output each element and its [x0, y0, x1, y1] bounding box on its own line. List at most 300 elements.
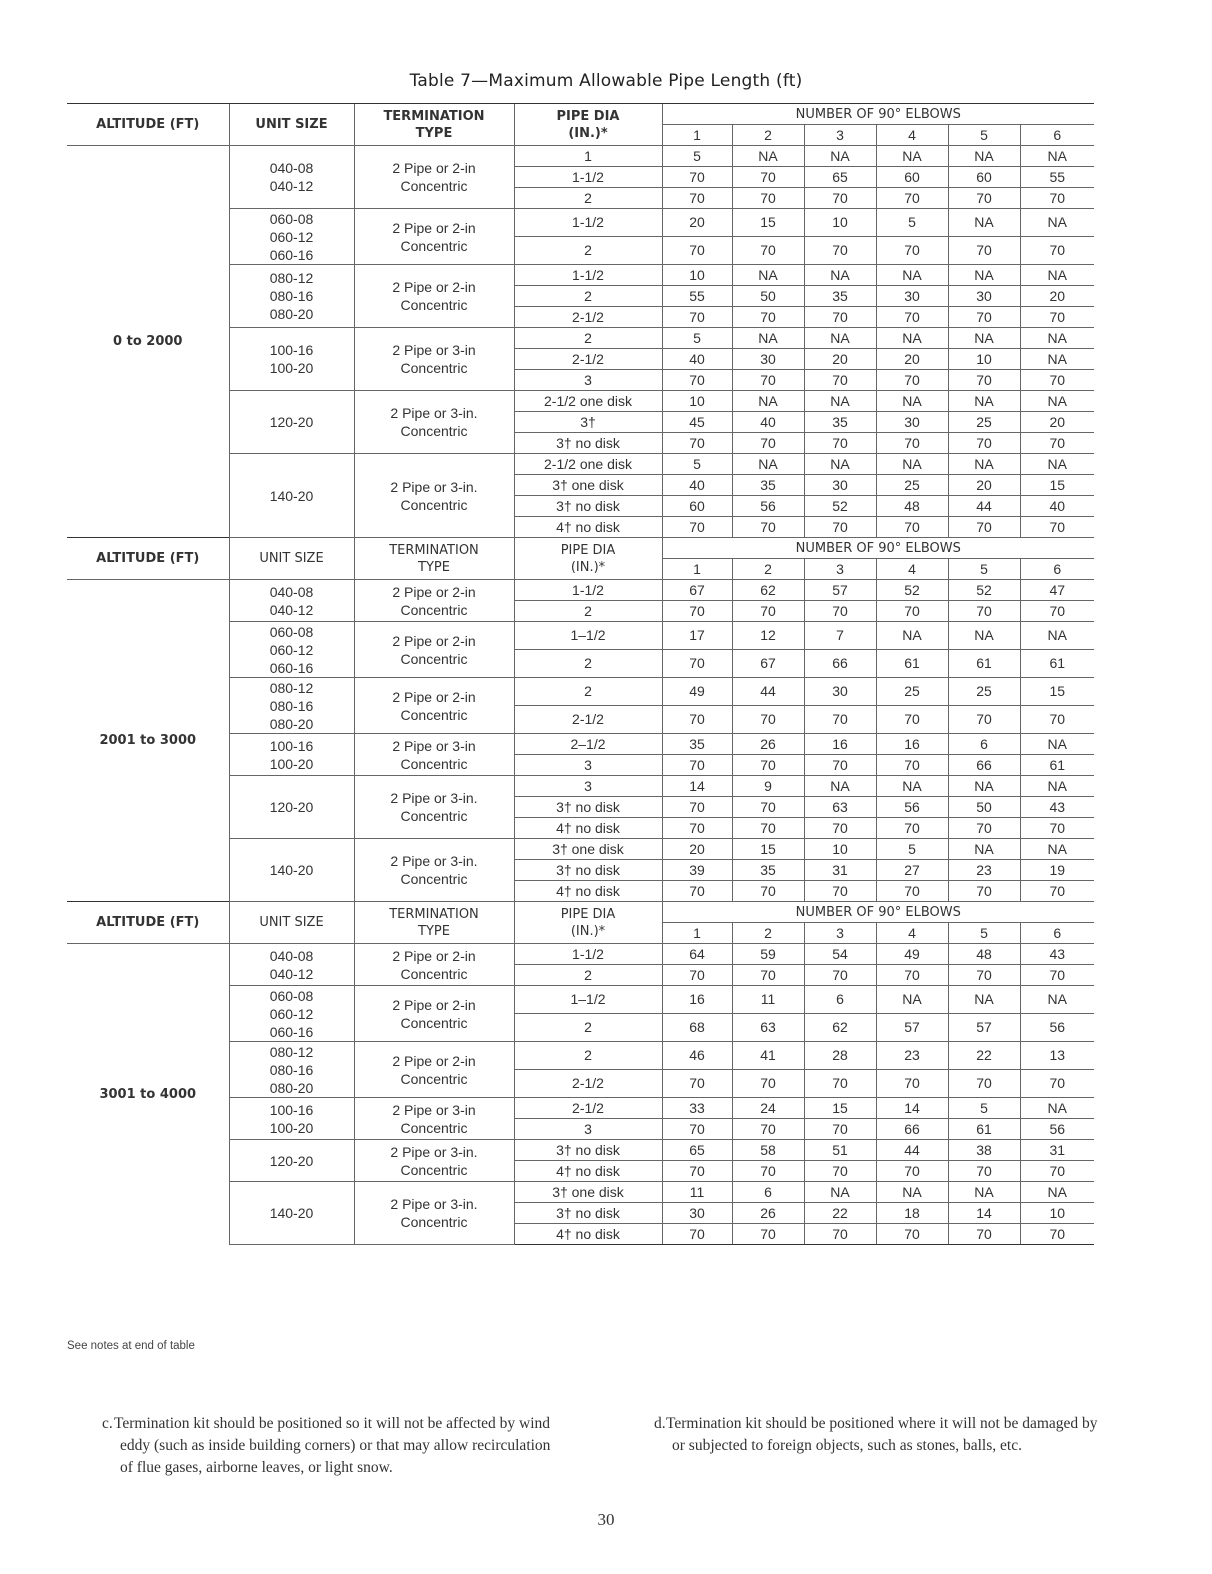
elbow-length-cell: 15	[804, 1098, 876, 1119]
elbow-length-cell: NA	[804, 328, 876, 349]
elbow-length-cell: NA	[876, 454, 948, 475]
pipe-dia-cell: 3	[514, 776, 662, 797]
elbow-length-cell: NA	[804, 391, 876, 412]
elbow-length-cell: 52	[876, 580, 948, 601]
elbow-length-cell: 35	[804, 412, 876, 433]
termination-cell: 2 Pipe or 2-in Concentric	[354, 1042, 514, 1098]
elbow-count-5: 5	[948, 125, 1020, 146]
elbow-length-cell: 70	[662, 1119, 732, 1140]
elbow-length-cell: 14	[662, 776, 732, 797]
elbow-length-cell: 70	[1020, 517, 1094, 538]
table-row	[67, 944, 1094, 965]
elbow-length-cell: 70	[948, 601, 1020, 622]
elbow-length-cell: 70	[876, 433, 948, 454]
elbow-length-cell: 44	[948, 496, 1020, 517]
elbow-length-cell: 70	[1020, 433, 1094, 454]
pipe-dia-cell: 1–1/2	[514, 986, 662, 1014]
elbow-length-cell: 70	[732, 167, 804, 188]
unit-size-cell: 140-20	[229, 1182, 354, 1245]
pipe-dia-cell: 2-1/2	[514, 307, 662, 328]
elbow-length-cell: 70	[948, 1070, 1020, 1098]
elbow-length-cell: 70	[662, 1070, 732, 1098]
elbow-length-cell: 14	[948, 1203, 1020, 1224]
pipe-dia-header: PIPE DIA (IN.)*	[514, 104, 662, 146]
elbow-length-cell: 70	[732, 1119, 804, 1140]
unit-size-cell: 080-12 080-16 080-20	[229, 678, 354, 734]
elbow-length-cell: 70	[1020, 370, 1094, 391]
elbow-length-cell: 70	[948, 881, 1020, 902]
elbow-length-cell: 70	[804, 307, 876, 328]
elbow-length-cell: 45	[662, 412, 732, 433]
elbow-length-cell: 70	[732, 965, 804, 986]
elbow-length-cell: 40	[1020, 496, 1094, 517]
elbow-length-cell: 70	[1020, 881, 1094, 902]
elbow-count-1: 1	[662, 923, 732, 944]
elbow-length-cell: 5	[948, 1098, 1020, 1119]
elbow-length-cell: 70	[662, 797, 732, 818]
pipe-dia-cell: 3† no disk	[514, 797, 662, 818]
elbow-length-cell: 30	[948, 286, 1020, 307]
altitude-header: ALTITUDE (FT)	[67, 104, 229, 146]
header-row	[67, 538, 1094, 559]
elbow-length-cell: 70	[732, 1161, 804, 1182]
elbow-count-6: 6	[1020, 559, 1094, 580]
elbow-length-cell: 70	[662, 706, 732, 734]
elbow-length-cell: 43	[1020, 944, 1094, 965]
elbow-length-cell: 68	[662, 1014, 732, 1042]
elbow-length-cell: 20	[1020, 286, 1094, 307]
elbow-length-cell: NA	[804, 146, 876, 167]
elbow-length-cell: 70	[876, 237, 948, 265]
elbow-length-cell: 66	[804, 650, 876, 678]
elbow-length-cell: 44	[732, 678, 804, 706]
elbow-length-cell: 5	[662, 328, 732, 349]
elbow-length-cell: 15	[732, 839, 804, 860]
elbow-length-cell: 61	[948, 650, 1020, 678]
elbow-count-1: 1	[662, 125, 732, 146]
elbow-length-cell: 70	[732, 797, 804, 818]
elbow-length-cell: NA	[1020, 391, 1094, 412]
termination-cell: 2 Pipe or 3-in. Concentric	[354, 839, 514, 902]
elbow-length-cell: 70	[876, 965, 948, 986]
elbow-length-cell: 70	[876, 1070, 948, 1098]
elbow-length-cell: NA	[1020, 839, 1094, 860]
elbow-count-3: 3	[804, 125, 876, 146]
elbow-length-cell: 6	[804, 986, 876, 1014]
elbow-length-cell: 40	[662, 349, 732, 370]
termination-cell: 2 Pipe or 3-in Concentric	[354, 1098, 514, 1140]
elbows-header: NUMBER OF 90° ELBOWS	[662, 104, 1094, 125]
elbow-length-cell: 6	[948, 734, 1020, 755]
elbow-length-cell: NA	[948, 209, 1020, 237]
elbow-length-cell: 20	[662, 839, 732, 860]
elbow-length-cell: 48	[876, 496, 948, 517]
elbow-length-cell: 23	[948, 860, 1020, 881]
elbow-length-cell: 70	[804, 1119, 876, 1140]
pipe-dia-cell: 1	[514, 146, 662, 167]
elbow-length-cell: 70	[804, 881, 876, 902]
elbow-length-cell: 70	[948, 818, 1020, 839]
termination-cell: 2 Pipe or 2-in Concentric	[354, 678, 514, 734]
pipe-dia-cell: 3	[514, 1119, 662, 1140]
elbow-length-cell: 70	[662, 433, 732, 454]
elbow-length-cell: 22	[804, 1203, 876, 1224]
elbow-length-cell: 67	[732, 650, 804, 678]
elbow-length-cell: 70	[804, 601, 876, 622]
elbow-length-cell: 59	[732, 944, 804, 965]
elbow-length-cell: 65	[662, 1140, 732, 1161]
elbow-length-cell: NA	[804, 454, 876, 475]
elbow-length-cell: 20	[662, 209, 732, 237]
elbow-length-cell: 70	[732, 818, 804, 839]
elbow-length-cell: 70	[1020, 188, 1094, 209]
elbow-length-cell: 70	[662, 755, 732, 776]
termination-cell: 2 Pipe or 3-in. Concentric	[354, 1182, 514, 1245]
pipe-dia-cell: 1-1/2	[514, 265, 662, 286]
elbow-length-cell: NA	[948, 1182, 1020, 1203]
elbow-length-cell: 35	[732, 860, 804, 881]
elbow-length-cell: 70	[1020, 237, 1094, 265]
termination-cell: 2 Pipe or 2-in Concentric	[354, 944, 514, 986]
elbow-count-3: 3	[804, 923, 876, 944]
elbow-length-cell: 26	[732, 1203, 804, 1224]
elbow-length-cell: NA	[732, 265, 804, 286]
pipe-dia-cell: 3† one disk	[514, 475, 662, 496]
unit-size-cell: 040-08 040-12	[229, 944, 354, 986]
elbow-length-cell: 70	[732, 1224, 804, 1245]
elbow-length-cell: 70	[804, 517, 876, 538]
elbow-length-cell: 43	[1020, 797, 1094, 818]
elbow-length-cell: NA	[1020, 265, 1094, 286]
elbow-length-cell: 20	[1020, 412, 1094, 433]
elbow-length-cell: 19	[1020, 860, 1094, 881]
elbow-length-cell: 10	[804, 839, 876, 860]
unit-size-cell: 080-12 080-16 080-20	[229, 265, 354, 328]
pipe-dia-cell: 2	[514, 1014, 662, 1042]
elbow-length-cell: NA	[948, 265, 1020, 286]
unit-size-header: UNIT SIZE	[229, 104, 354, 146]
elbow-length-cell: 64	[662, 944, 732, 965]
elbow-length-cell: 48	[948, 944, 1020, 965]
elbow-length-cell: NA	[1020, 349, 1094, 370]
pipe-dia-cell: 3† no disk	[514, 860, 662, 881]
elbow-length-cell: 5	[876, 209, 948, 237]
elbow-length-cell: 54	[804, 944, 876, 965]
elbow-length-cell: 70	[1020, 1070, 1094, 1098]
elbow-count-4: 4	[876, 559, 948, 580]
elbow-length-cell: 70	[876, 881, 948, 902]
elbow-length-cell: 49	[876, 944, 948, 965]
termination-cell: 2 Pipe or 3-in Concentric	[354, 734, 514, 776]
elbow-length-cell: 70	[662, 370, 732, 391]
elbow-length-cell: NA	[876, 265, 948, 286]
elbow-length-cell: 55	[1020, 167, 1094, 188]
elbow-length-cell: 28	[804, 1042, 876, 1070]
elbow-length-cell: 63	[804, 797, 876, 818]
elbow-length-cell: 18	[876, 1203, 948, 1224]
elbow-length-cell: 70	[804, 1224, 876, 1245]
header-row	[67, 104, 1094, 125]
note-d-label: d.	[654, 1415, 666, 1432]
elbow-length-cell: 56	[1020, 1119, 1094, 1140]
elbow-length-cell: 70	[804, 370, 876, 391]
elbow-length-cell: 70	[662, 1161, 732, 1182]
elbow-length-cell: 70	[876, 1224, 948, 1245]
elbow-length-cell: 30	[876, 412, 948, 433]
pipe-dia-cell: 2-1/2	[514, 349, 662, 370]
elbow-length-cell: 61	[948, 1119, 1020, 1140]
elbow-length-cell: 24	[732, 1098, 804, 1119]
elbow-length-cell: 70	[804, 755, 876, 776]
pipe-dia-cell: 3	[514, 370, 662, 391]
elbow-length-cell: 30	[876, 286, 948, 307]
elbow-length-cell: NA	[948, 776, 1020, 797]
termination-cell: 2 Pipe or 2-in Concentric	[354, 986, 514, 1042]
unit-size-cell: 060-08 060-12 060-16	[229, 622, 354, 678]
elbow-length-cell: 7	[804, 622, 876, 650]
pipe-dia-cell: 2-1/2	[514, 1070, 662, 1098]
elbow-length-cell: 70	[1020, 818, 1094, 839]
elbow-length-cell: 70	[876, 706, 948, 734]
elbow-length-cell: 52	[804, 496, 876, 517]
elbows-header: NUMBER OF 90° ELBOWS	[662, 902, 1094, 923]
elbow-length-cell: 50	[732, 286, 804, 307]
elbow-length-cell: 25	[876, 475, 948, 496]
elbow-length-cell: 25	[948, 678, 1020, 706]
elbow-length-cell: 16	[804, 734, 876, 755]
altitude-header: ALTITUDE (FT)	[67, 902, 229, 944]
pipe-dia-cell: 1-1/2	[514, 167, 662, 188]
elbow-length-cell: NA	[1020, 986, 1094, 1014]
elbow-length-cell: 15	[1020, 678, 1094, 706]
elbow-count-1: 1	[662, 559, 732, 580]
elbow-length-cell: 40	[662, 475, 732, 496]
termination-header: TERMINATION TYPE	[354, 538, 514, 580]
elbow-length-cell: 70	[948, 965, 1020, 986]
elbow-length-cell: 70	[732, 188, 804, 209]
termination-cell: 2 Pipe or 3-in. Concentric	[354, 391, 514, 454]
elbow-length-cell: 70	[948, 1161, 1020, 1182]
elbow-length-cell: 20	[876, 349, 948, 370]
elbow-length-cell: 70	[732, 237, 804, 265]
elbow-length-cell: NA	[804, 265, 876, 286]
termination-header: TERMINATION TYPE	[354, 902, 514, 944]
elbow-length-cell: NA	[948, 986, 1020, 1014]
elbow-length-cell: 67	[662, 580, 732, 601]
elbow-length-cell: 66	[876, 1119, 948, 1140]
elbow-length-cell: 26	[732, 734, 804, 755]
elbow-length-cell: 70	[662, 818, 732, 839]
elbow-count-6: 6	[1020, 125, 1094, 146]
elbow-count-6: 6	[1020, 923, 1094, 944]
pipe-dia-cell: 3† one disk	[514, 839, 662, 860]
unit-size-cell: 100-16 100-20	[229, 1098, 354, 1140]
elbow-length-cell: 60	[662, 496, 732, 517]
elbow-length-cell: 31	[804, 860, 876, 881]
elbow-length-cell: 35	[804, 286, 876, 307]
altitude-header: ALTITUDE (FT)	[67, 538, 229, 580]
elbow-length-cell: NA	[1020, 209, 1094, 237]
unit-size-cell: 100-16 100-20	[229, 328, 354, 391]
pipe-dia-cell: 2	[514, 650, 662, 678]
termination-cell: 2 Pipe or 2-in Concentric	[354, 265, 514, 328]
elbow-length-cell: NA	[732, 391, 804, 412]
elbow-length-cell: 70	[876, 188, 948, 209]
pipe-dia-cell: 4† no disk	[514, 1161, 662, 1182]
elbow-length-cell: 60	[876, 167, 948, 188]
elbow-length-cell: 9	[732, 776, 804, 797]
pipe-dia-cell: 2-1/2 one disk	[514, 454, 662, 475]
altitude-value: 0 to 2000	[113, 334, 183, 349]
elbow-length-cell: 70	[662, 1224, 732, 1245]
termination-cell: 2 Pipe or 3-in. Concentric	[354, 1140, 514, 1182]
elbow-length-cell: NA	[1020, 454, 1094, 475]
note-d-text: Termination kit should be positioned where it will not be damaged by or subjected to foreign objects, such as stones, balls, etc.	[666, 1415, 1098, 1454]
termination-cell: 2 Pipe or 2-in Concentric	[354, 622, 514, 678]
elbow-length-cell: 70	[732, 601, 804, 622]
elbow-length-cell: 57	[948, 1014, 1020, 1042]
elbow-count-5: 5	[948, 923, 1020, 944]
elbow-length-cell: 70	[1020, 965, 1094, 986]
unit-size-cell: 060-08 060-12 060-16	[229, 986, 354, 1042]
elbow-length-cell: NA	[1020, 328, 1094, 349]
termination-cell: 2 Pipe or 3-in Concentric	[354, 328, 514, 391]
elbow-length-cell: 70	[732, 517, 804, 538]
elbow-length-cell: NA	[732, 146, 804, 167]
pipe-dia-cell: 3† no disk	[514, 496, 662, 517]
pipe-dia-cell: 2–1/2	[514, 734, 662, 755]
table-row	[67, 580, 1094, 601]
elbow-length-cell: 70	[876, 370, 948, 391]
elbow-length-cell: 56	[1020, 1014, 1094, 1042]
pipe-dia-header: PIPE DIA (IN.)*	[514, 538, 662, 580]
elbow-length-cell: 10	[804, 209, 876, 237]
unit-size-header: UNIT SIZE	[229, 538, 354, 580]
elbow-length-cell: 44	[876, 1140, 948, 1161]
elbow-length-cell: 70	[804, 818, 876, 839]
pipe-length-table	[67, 103, 1094, 1245]
pipe-dia-cell: 1-1/2	[514, 580, 662, 601]
elbow-length-cell: 39	[662, 860, 732, 881]
elbow-length-cell: 70	[948, 706, 1020, 734]
termination-cell: 2 Pipe or 3-in. Concentric	[354, 776, 514, 839]
pipe-dia-cell: 3† no disk	[514, 1140, 662, 1161]
unit-size-cell: 120-20	[229, 391, 354, 454]
altitude-value: 3001 to 4000	[99, 1086, 197, 1102]
elbow-length-cell: 22	[948, 1042, 1020, 1070]
elbow-length-cell: 70	[1020, 1224, 1094, 1245]
pipe-dia-cell: 4† no disk	[514, 1224, 662, 1245]
elbow-length-cell: NA	[1020, 1098, 1094, 1119]
elbow-length-cell: 10	[662, 265, 732, 286]
pipe-dia-cell: 2	[514, 188, 662, 209]
elbow-length-cell: 47	[1020, 580, 1094, 601]
elbow-length-cell: NA	[876, 391, 948, 412]
elbow-length-cell: 57	[804, 580, 876, 601]
table-row	[67, 146, 1094, 167]
elbow-length-cell: 16	[662, 986, 732, 1014]
pipe-dia-cell: 4† no disk	[514, 881, 662, 902]
pipe-dia-cell: 1-1/2	[514, 944, 662, 965]
elbow-length-cell: 70	[948, 188, 1020, 209]
elbow-length-cell: 70	[662, 965, 732, 986]
elbow-length-cell: 70	[804, 188, 876, 209]
pipe-dia-cell: 1–1/2	[514, 622, 662, 650]
elbow-length-cell: 49	[662, 678, 732, 706]
elbow-length-cell: 70	[732, 881, 804, 902]
elbow-length-cell: 16	[876, 734, 948, 755]
elbow-length-cell: 5	[662, 454, 732, 475]
elbow-length-cell: NA	[948, 839, 1020, 860]
elbow-length-cell: 17	[662, 622, 732, 650]
table-title: Table 7—Maximum Allowable Pipe Length (ft)	[409, 71, 803, 91]
pipe-dia-cell: 2	[514, 965, 662, 986]
elbow-length-cell: NA	[876, 146, 948, 167]
elbow-length-cell: 25	[876, 678, 948, 706]
elbow-length-cell: 70	[804, 1161, 876, 1182]
pipe-dia-cell: 2	[514, 1042, 662, 1070]
elbow-length-cell: 70	[732, 755, 804, 776]
pipe-dia-cell: 2	[514, 328, 662, 349]
elbow-length-cell: 11	[732, 986, 804, 1014]
pipe-dia-cell: 2	[514, 678, 662, 706]
elbow-length-cell: 70	[876, 517, 948, 538]
elbow-length-cell: 20	[948, 475, 1020, 496]
elbow-length-cell: 65	[804, 167, 876, 188]
elbow-count-4: 4	[876, 125, 948, 146]
termination-cell: 2 Pipe or 2-in Concentric	[354, 146, 514, 209]
elbow-length-cell: NA	[1020, 146, 1094, 167]
termination-cell: 2 Pipe or 3-in. Concentric	[354, 454, 514, 538]
elbow-length-cell: 58	[732, 1140, 804, 1161]
elbow-length-cell: 70	[732, 1070, 804, 1098]
pipe-dia-cell: 3† no disk	[514, 433, 662, 454]
unit-size-cell: 140-20	[229, 839, 354, 902]
elbow-length-cell: 66	[948, 755, 1020, 776]
elbow-length-cell: 57	[876, 1014, 948, 1042]
elbow-length-cell: NA	[1020, 734, 1094, 755]
elbow-length-cell: 35	[732, 475, 804, 496]
elbow-length-cell: 15	[1020, 475, 1094, 496]
elbow-length-cell: NA	[876, 986, 948, 1014]
table-footnote: See notes at end of table	[67, 1340, 195, 1352]
page-number: 30	[597, 1510, 615, 1529]
elbow-length-cell: NA	[804, 1182, 876, 1203]
termination-cell: 2 Pipe or 2-in Concentric	[354, 580, 514, 622]
elbow-length-cell: 61	[1020, 650, 1094, 678]
elbow-length-cell: 70	[876, 755, 948, 776]
pipe-dia-cell: 1-1/2	[514, 209, 662, 237]
elbow-length-cell: NA	[876, 1182, 948, 1203]
elbow-length-cell: 40	[732, 412, 804, 433]
elbow-length-cell: 70	[732, 307, 804, 328]
pipe-dia-cell: 4† no disk	[514, 818, 662, 839]
elbow-length-cell: 56	[876, 797, 948, 818]
pipe-dia-cell: 2-1/2	[514, 1098, 662, 1119]
elbows-header: NUMBER OF 90° ELBOWS	[662, 538, 1094, 559]
elbow-count-4: 4	[876, 923, 948, 944]
elbow-length-cell: 30	[662, 1203, 732, 1224]
header-row	[67, 902, 1094, 923]
elbow-length-cell: 20	[804, 349, 876, 370]
elbow-length-cell: 70	[1020, 706, 1094, 734]
elbow-length-cell: 70	[948, 370, 1020, 391]
elbow-length-cell: NA	[1020, 776, 1094, 797]
elbow-length-cell: 38	[948, 1140, 1020, 1161]
elbow-length-cell: 30	[732, 349, 804, 370]
elbow-length-cell: 33	[662, 1098, 732, 1119]
elbow-length-cell: 70	[948, 1224, 1020, 1245]
